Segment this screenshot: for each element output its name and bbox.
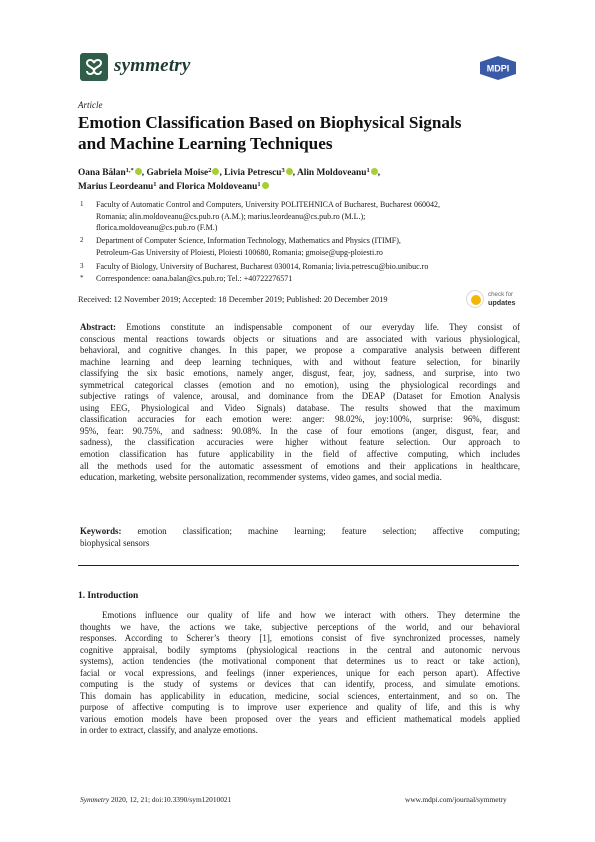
journal-logo-icon <box>80 53 108 81</box>
orcid-icon[interactable] <box>286 168 293 175</box>
section-heading: 1. Introduction <box>78 591 139 601</box>
affiliation-number: 3 <box>80 262 84 270</box>
paper-title <box>78 112 518 154</box>
affiliation-3: Faculty of Biology, University of Bucharest, Bucharest 030014, Romania; livia.petrescu@bio.unibuc.ro <box>96 262 429 271</box>
author-name[interactable]: Alin Moldoveanu <box>296 168 367 178</box>
orcid-icon[interactable] <box>371 168 378 175</box>
affiliation-2: Department of Computer Science, Information Technology, Mathematics and Physics (ITIMF), Petroleum-Gas University of Ploiesti, Ploiesti 100680, Romania; gmoise@upg-ploiesti.ro <box>96 236 401 257</box>
mdpi-logo-text: MDPI <box>486 63 510 74</box>
title-line: and Machine Learning Techniques <box>78 134 333 153</box>
keywords-label: Keywords: <box>80 526 122 536</box>
abstract: Abstract: Emotions constitute an indispensable component of our everyday life. They consist of conscious mental reactions towards objects or situations and are associated with various physiological, behavioral, and cognitive changes. In this paper, we propose a comparative analysis between different machine learning and deep learning techniques, with and without feature selection, for binarily classifying the six basic emotions, namely anger, disgust, fear, joy, sadness, and surprise, into two symmetrical categorical classes (emotion and no emotion), using the physiological recordings and subjective ratings of valence, arousal, and dominance from the DEAP (Dataset for Emotion Analysis using EEG, Physiological and Video Signals) database. The results showed that the maximum classification accuracies for each emotion were: anger: 98.02%, joy:100%, surprise: 96%, disgust: 95%, fear: 90.75%, and sadness: 90.08%. In the case of four emotions (anger, disgust, fear, and sadness), the classification accuracies were higher without feature selection. Our approach to emotion classification has future applicability in the field of affective computing, which includes all the methods used for the automatic assessment of emotions and their applications in healthcare, education, marketing, website personalization, recommender systems, video games, and social media. <box>80 322 520 483</box>
publication-dates: Received: 12 November 2019; Accepted: 18 December 2019; Published: 20 December 2019 <box>78 295 388 304</box>
affiliation-number: 1 <box>80 200 84 208</box>
footer-journal: Symmetry <box>80 795 110 804</box>
abstract-label: Abstract: <box>80 322 116 332</box>
title-line: Emotion Classification Based on Biophysical Signals <box>78 113 462 132</box>
author-name[interactable]: Florica Moldoveanu <box>176 182 258 192</box>
check-for-updates-badge[interactable]: check for updates <box>466 290 520 310</box>
author-affiliation-sup: 3 <box>281 167 285 174</box>
footer-url[interactable]: www.mdpi.com/journal/symmetry <box>405 795 507 804</box>
author-affiliation-sup: 2 <box>208 167 212 174</box>
correspondence: Correspondence: oana.balan@cs.pub.ro; Tel.: +40722276571 <box>96 274 293 283</box>
journal-name: symmetry <box>114 55 191 76</box>
author-name[interactable]: Oana Bălan <box>78 168 126 178</box>
author-name[interactable]: Gabriela Moise <box>146 168 209 178</box>
author-affiliation-sup: 1 <box>366 167 370 174</box>
section-divider <box>78 565 519 566</box>
author-name[interactable]: Livia Petrescu <box>224 168 282 178</box>
keywords: Keywords: emotion classification; machine learning; feature selection; affective computing; biophysical sensors <box>80 526 520 548</box>
author-affiliation-sup: 1 <box>257 181 261 188</box>
author-list-line-1: Oana Bălan$^{1,*}$ , Gabriela Moise$^2$ , Livia Petrescu$^3$ , Alin Moldoveanu$^1$ , <box>78 167 381 178</box>
author-affiliation-sup: 1 <box>153 181 157 188</box>
affiliation-1: Faculty of Automatic Control and Computers, University POLITEHNICA of Bucharest, Bucharest 060042, Romania; alin.moldoveanu@cs.pub.ro (A.M.); marius.leordeanu@cs.pub.ro (M.L.); florica.moldoveanu@cs.pub.ro (F.M.) <box>96 200 440 233</box>
article-type: Article <box>78 100 103 110</box>
check-updates-icon <box>466 290 484 308</box>
affiliation-number: * <box>80 274 84 282</box>
author-affiliation-sup: 1,* <box>125 167 134 174</box>
author-list-line-2: Marius Leordeanu$^1$ and Florica Moldoveanu$^1$ <box>78 181 269 192</box>
orcid-icon[interactable] <box>135 168 142 175</box>
mdpi-logo-icon <box>478 55 518 81</box>
affiliation-number: 2 <box>80 236 84 244</box>
orcid-icon[interactable] <box>262 182 269 189</box>
introduction-paragraph: Emotions influence our quality of life and how we interact with others. They determine the thoughts we have, the actions we take, subjective perceptions of the world, and our behavioral responses. According to Scherer’s theory [1], emotions consist of five synchronized processes, namely cognitive appraisal, bodily symptoms (physiological reactions in the central and autonomic nervous systems), action tendencies (the motivational component that determines us to react or take action), facial or vocal expressions, and feelings (inner experiences, unique for each person apart). Affective computing is the study of systems or devices that can identify, process, and simulate emotions. This domain has applicability in education, medicine, social sciences, entertainment, and so on. The purpose of affective computing is to improve user experience and quality of life, and this is why various emotion models have been proposed over the years and efficient mathematical models applied in order to extract, classify, and analyze emotions. <box>80 610 520 736</box>
footer-citation: Symmetry 2020, 12, 21; doi:10.3390/sym12010021 <box>80 795 232 804</box>
author-name[interactable]: Marius Leordeanu <box>78 182 154 192</box>
